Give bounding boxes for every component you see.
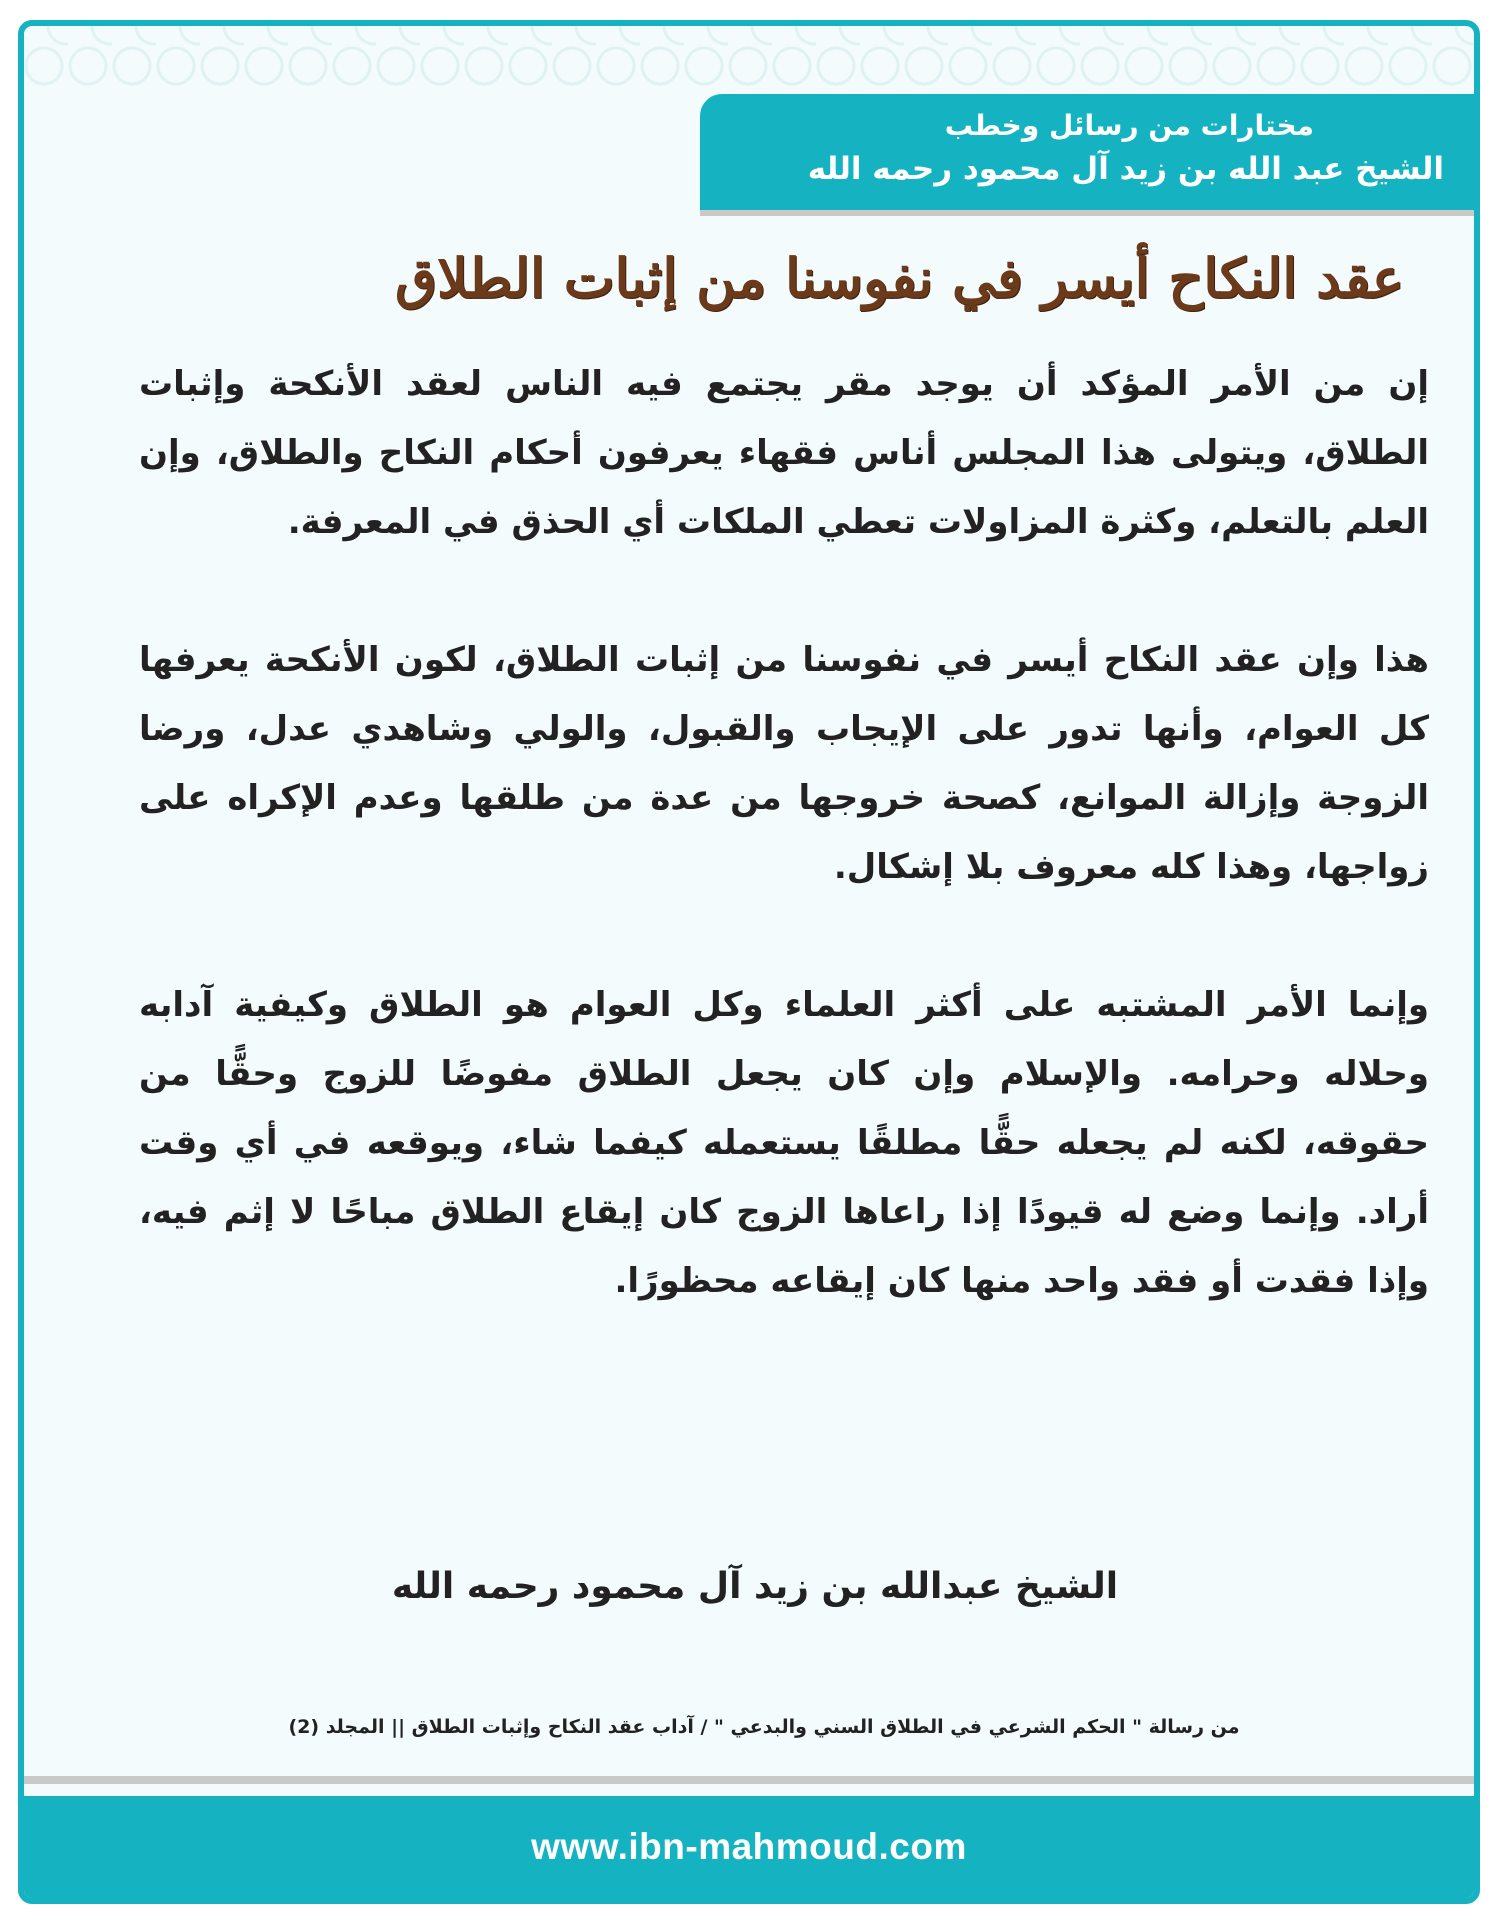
footer-divider [24,1776,1474,1784]
paragraph: هذا وإن عقد النكاح أيسر في نفوسنا من إثبات الطلاق، لكون الأنكحة يعرفها كل العوام، وأنها تدور على الإيجاب والقبول، والولي وشاهدي عدل، ورضا الزوجة وإزالة الموانع، كصحة خروجها من عدة من طلقها وعدم الإكراه على زواجها، وهذا كله معروف بلا إشكال. [139,640,1429,887]
website-link[interactable]: www.ibn-mahmoud.com [531,1826,967,1867]
header-banner [700,94,1480,210]
author-line: الشيخ عبد الله بن زيد آل محمود رحمه الله [807,151,1444,187]
article-body [139,350,1429,1385]
footer-bar [24,1796,1474,1904]
paragraph: وإنما الأمر المشتبه على أكثر العلماء وكل العوام هو الطلاق وكيفية آدابه وحلاله وحرامه. والإسلام وإن كان يجعل الطلاق مفوضًا للزوج وحقًّا من حقوقه، لكنه لم يجعله حقًّا مطلقًا يستعمله كيفما شاء، ويوقعه في أي وقت أراد. وإنما وضع له قيودًا إذا راعاها الزوج كان إيقاع الطلاق مباحًا لا إثم فيه، وإذا فقدت أو فقد واحد منها كان إيقاعه محظورًا. [139,985,1429,1301]
source-citation: من رسالة " الحكم الشرعي في الطلاق السني والبدعي " / آداب عقد النكاح وإثبات الطلاق || المجلد (2) [288,1716,1240,1738]
page-title: عقد النكاح أيسر في نفوسنا من إثبات الطلاق [395,246,1404,310]
page-frame [18,20,1480,1904]
series-title: مختارات من رسائل وخطب [944,109,1314,142]
paragraph: إن من الأمر المؤكد أن يوجد مقر يجتمع فيه الناس لعقد الأنكحة وإثبات الطلاق، ويتولى هذا المجلس أناس فقهاء يعرفون أحكام النكاح والطلاق، وإن العلم بالتعلم، وكثرة المزاولات تعطي الملكات أي الحذق في المعرفة. [139,364,1429,542]
signature: الشيخ عبدالله بن زيد آل محمود رحمه الله [391,1566,1119,1607]
